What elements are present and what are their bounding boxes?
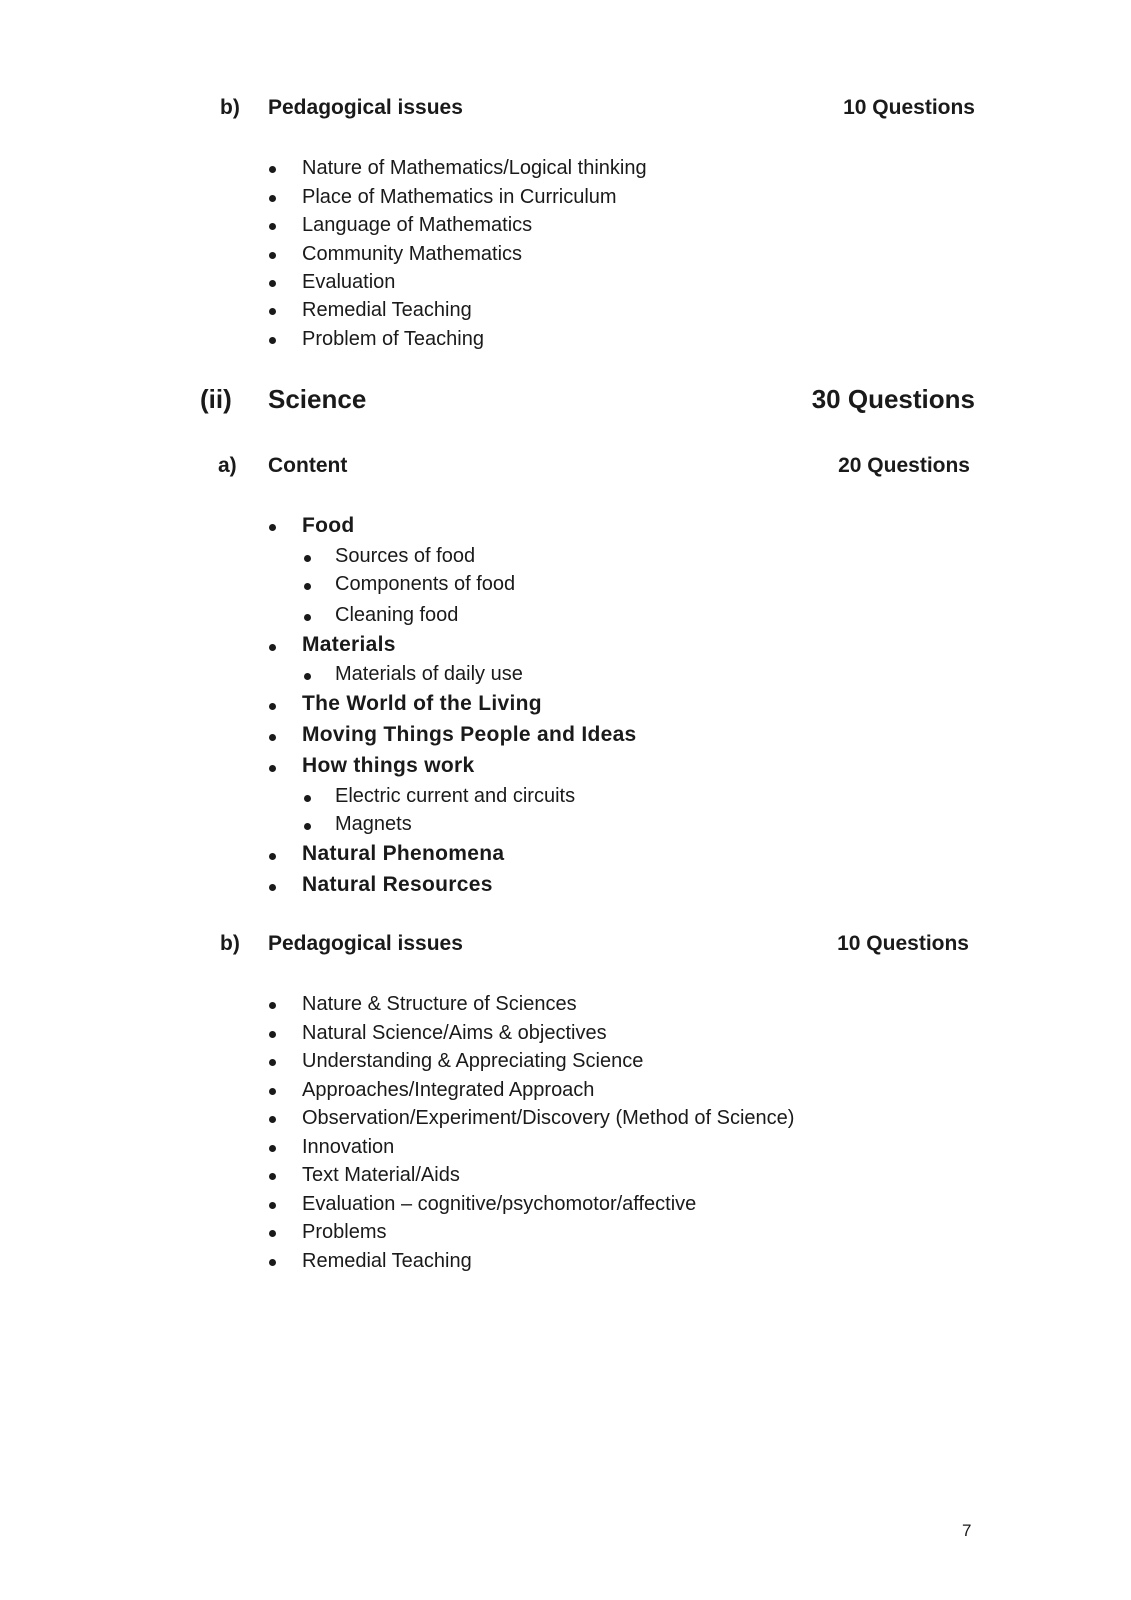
list-item: Remedial Teaching [302, 299, 472, 321]
topic-item: How things work [302, 754, 475, 777]
bullet-icon [304, 614, 311, 621]
bullet-icon [304, 673, 311, 680]
math-pedagogy-questions: 10 Questions [843, 96, 975, 119]
list-item: Remedial Teaching [302, 1250, 472, 1272]
bullet-icon [269, 703, 276, 710]
topic-item: Natural Phenomena [302, 842, 505, 865]
list-item: Language of Mathematics [302, 214, 533, 236]
bullet-icon [269, 1173, 276, 1180]
topic-item: The World of the Living [302, 692, 542, 715]
bullet-icon [269, 252, 276, 259]
content-title: Content [268, 454, 348, 477]
bullet-icon [269, 765, 276, 772]
bullet-icon [269, 308, 276, 315]
list-item: Innovation [302, 1136, 395, 1158]
bullet-icon [269, 195, 276, 202]
list-item: Approaches/Integrated Approach [302, 1079, 595, 1101]
list-item: Evaluation – cognitive/psychomotor/affective [302, 1193, 697, 1215]
bullet-icon [304, 583, 311, 590]
bullet-icon [304, 555, 311, 562]
subtopic-item: Magnets [335, 813, 412, 835]
page-number: 7 [962, 1521, 972, 1540]
topic-item: Materials [302, 633, 396, 656]
science-pedagogy-title: Pedagogical issues [268, 932, 463, 955]
bullet-icon [269, 166, 276, 173]
math-pedagogy-title: Pedagogical issues [268, 96, 463, 119]
list-item: Natural Science/Aims & objectives [302, 1022, 607, 1044]
bullet-icon [269, 280, 276, 287]
science-pedagogy-marker: b) [220, 932, 240, 955]
list-item: Understanding & Appreciating Science [302, 1050, 644, 1072]
list-item: Problems [302, 1221, 387, 1243]
content-questions: 20 Questions [838, 454, 970, 477]
topic-item: Moving Things People and Ideas [302, 723, 637, 746]
list-item: Problem of Teaching [302, 328, 484, 350]
bullet-icon [269, 1202, 276, 1209]
bullet-icon [269, 734, 276, 741]
subtopic-item: Cleaning food [335, 604, 459, 626]
bullet-icon [304, 795, 311, 802]
list-item: Community Mathematics [302, 243, 523, 265]
bullet-icon [269, 337, 276, 344]
bullet-icon [269, 1116, 276, 1123]
list-item: Nature & Structure of Sciences [302, 993, 577, 1015]
bullet-icon [269, 1002, 276, 1009]
list-item: Nature of Mathematics/Logical thinking [302, 157, 647, 179]
bullet-icon [269, 1145, 276, 1152]
subtopic-item: Materials of daily use [335, 663, 523, 685]
topic-item: Natural Resources [302, 873, 493, 896]
science-marker: (ii) [200, 384, 232, 414]
bullet-icon [269, 1259, 276, 1266]
subtopic-item: Sources of food [335, 545, 476, 567]
list-item: Evaluation [302, 271, 396, 293]
bullet-icon [269, 884, 276, 891]
bullet-icon [269, 1059, 276, 1066]
bullet-icon [269, 644, 276, 651]
list-item: Text Material/Aids [302, 1164, 460, 1186]
bullet-icon [269, 853, 276, 860]
bullet-icon [269, 223, 276, 230]
bullet-icon [269, 1230, 276, 1237]
content-marker: a) [218, 454, 237, 477]
math-pedagogy-marker: b) [220, 96, 240, 119]
topic-item: Food [302, 514, 355, 537]
science-title: Science [268, 384, 367, 414]
bullet-icon [269, 524, 276, 531]
science-pedagogy-questions: 10 Questions [837, 932, 969, 955]
subtopic-item: Components of food [335, 573, 516, 595]
bullet-icon [269, 1031, 276, 1038]
bullet-icon [304, 823, 311, 830]
list-item: Place of Mathematics in Curriculum [302, 186, 617, 208]
science-questions: 30 Questions [811, 384, 975, 414]
list-item: Observation/Experiment/Discovery (Method of Science) [302, 1107, 795, 1129]
subtopic-item: Electric current and circuits [335, 785, 576, 807]
bullet-icon [269, 1088, 276, 1095]
